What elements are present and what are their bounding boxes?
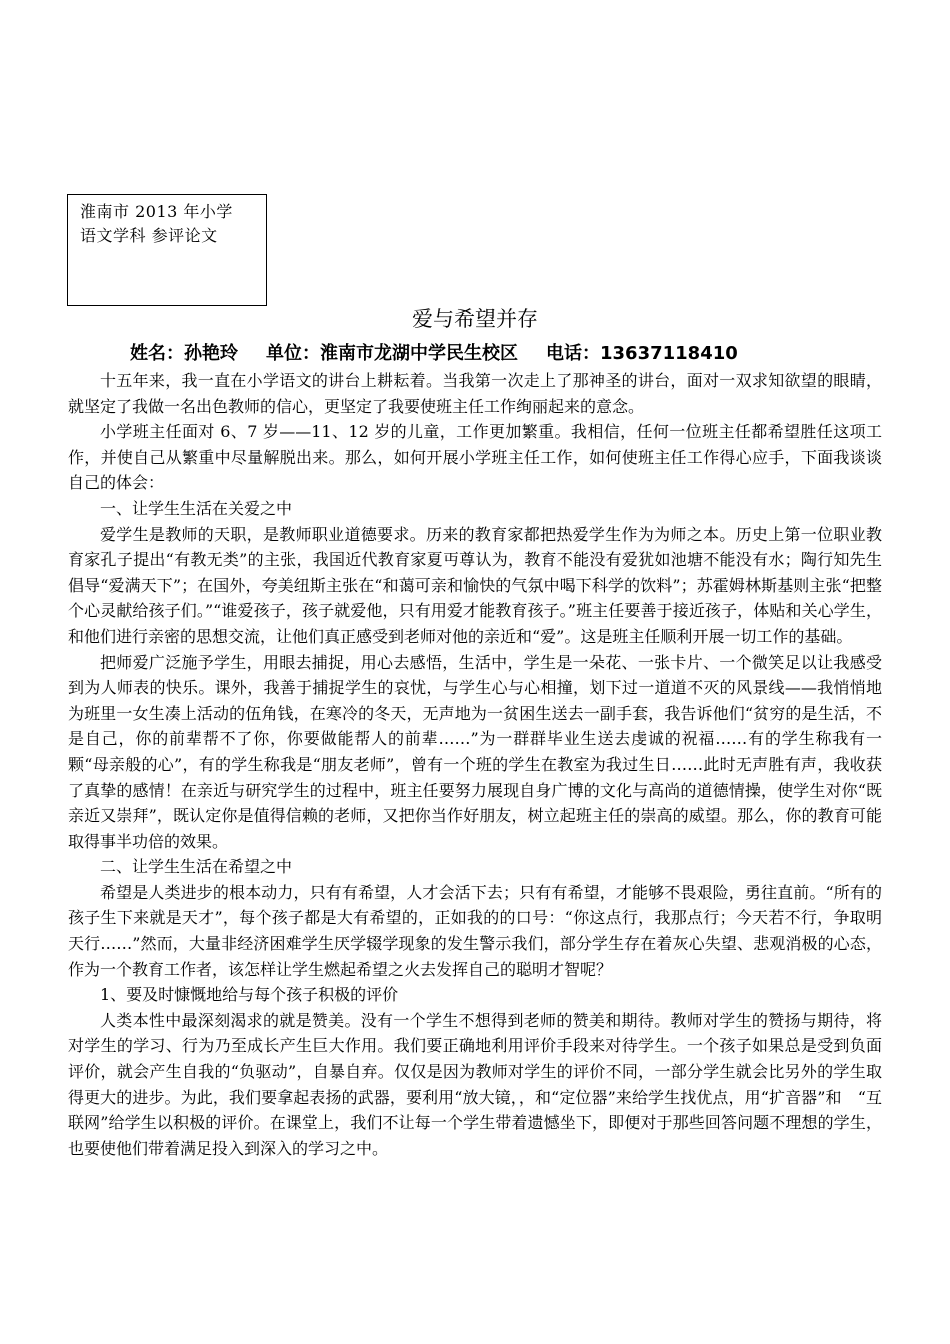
paragraph: 希望是人类进步的根本动力，只有有希望，人才会活下去；只有有希望，才能够不畏艰险，勇往直前。“所有的孩子生下来就是天才”，每个孩子都是大有希望的，正如我的的口号：“你这点行，我那点行；今天若不行，争取明天行……”然而，大量非经济困难学生厌学辍学现象的发生警示我们，部分学生存在着灰心失望、悲观消极的心态，作为一个教育工作者，该怎样让学生燃起希望之火去发挥自己的聪明才智呢？ — [68, 882, 882, 979]
paragraph: 人类本性中最深刻渴求的就是赞美。没有一个学生不想得到老师的赞美和期待。教师对学生的赞扬与期待，将对学生的学习、行为乃至成长产生巨大作用。我们要正确地利用评价手段来对待学生。一个孩子如果总是受到负面评价，就会产生自我的“负驱动”，自暴自弃。仅仅是因为教师对学生的评价不同，一部分学生就会比另外的学生取得更大的进步。为此，我们要拿起表扬的武器，要利用“放大镜，，和“定位器”来给学生找优点，用“扩音器”和 “互联网”给学生以积极的评价。在课堂上，我们不让每一个学生带着遗憾坐下，即便对于那些回答问题不理想的学生，也要使他们带着满足投入到深入的学习之中。 — [68, 1010, 882, 1158]
subsection-heading: 1、要及时慷慨地给与每个孩子积极的评价 — [100, 985, 399, 1005]
label-line-1: 淮南市 2013 年小学 — [80, 202, 233, 221]
paragraph: 爱学生是教师的天职，是教师职业道德要求。历来的教育家都把热爱学生作为为师之本。历史上第一位职业教育家孔子提出“有教无类”的主张，我国近代教育家夏丏尊认为，教育不能没有爱犹如池塘不能没有水；陶行知先生倡导“爱满天下”；在国外，夸美纽斯主张在“和蔼可亲和愉快的气氛中喝下科学的饮料”；苏霍姆林斯基则主张“把整个心灵献给孩子们。”“谁爱孩子，孩子就爱他，只有用爱才能教育孩子。”班主任要善于接近孩子，体贴和关心学生，和他们进行亲密的思想交流，让他们真正感受到老师对他的亲近和“爱”。这是班主任顺利开展一切工作的基础。 — [68, 524, 882, 646]
author-phone: 电话：13637118410 — [546, 343, 738, 364]
label-line-2: 语文学科 参评论文 — [80, 226, 218, 245]
paper-title: 爱与希望并存 — [412, 307, 538, 331]
paragraph: 把师爱广泛施予学生，用眼去捕捉，用心去感悟，生活中，学生是一朵花、一张卡片、一个微笑足以让我感受到为人师表的快乐。课外，我善于捕捉学生的哀忧，与学生心与心相撞，划下过一道道不灭的风景线——我悄悄地为班里一女生凑上活动的伍角钱，在寒冷的冬天，无声地为一贫困生送去一副手套，我告诉他们“贫穷的是生活，不是自己，你的前辈帮不了你，你要做能帮人的前辈……”为一群群毕业生送去虔诚的祝福……有的学生称我有一颗“母亲般的心”，有的学生称我是“朋友老师”，曾有一个班的学生在教室为我过生日……此时无声胜有声，我收获了真挚的感情！在亲近与研究学生的过程中，班主任要努力展现自身广博的文化与高尚的道德情操，使学生对你“既亲近又崇拜”，既认定你是值得信赖的老师，又把你当作好朋友，树立起班主任的崇高的威望。那么，你的教育可能取得事半功倍的效果。 — [68, 652, 882, 851]
author-info — [130, 340, 738, 368]
paragraph: 十五年来，我一直在小学语文的讲台上耕耘着。当我第一次走上了那神圣的讲台，面对一双求知欲望的眼睛，就坚定了我做一名出色教师的信心，更坚定了我要使班主任工作绚丽起来的意念。 — [68, 371, 882, 416]
paragraph: 小学班主任面对 6、7 岁——11、12 岁的儿童，工作更加繁重。我相信，任何一位班主任都希望胜任这项工作，并使自己从繁重中尽量解脱出来。那么，如何开展小学班主任工作，如何使班主任工作得心应手，下面我谈谈自己的体会： — [68, 422, 882, 493]
section-heading: 二、让学生生活在希望之中 — [100, 857, 293, 877]
body-text — [68, 368, 882, 1161]
section-heading: 一、让学生生活在关爱之中 — [100, 498, 293, 518]
submission-label-box — [67, 194, 267, 306]
author-unit: 单位：淮南市龙湖中学民生校区 — [266, 343, 518, 364]
author-name: 姓名：孙艳玲 — [130, 343, 238, 364]
